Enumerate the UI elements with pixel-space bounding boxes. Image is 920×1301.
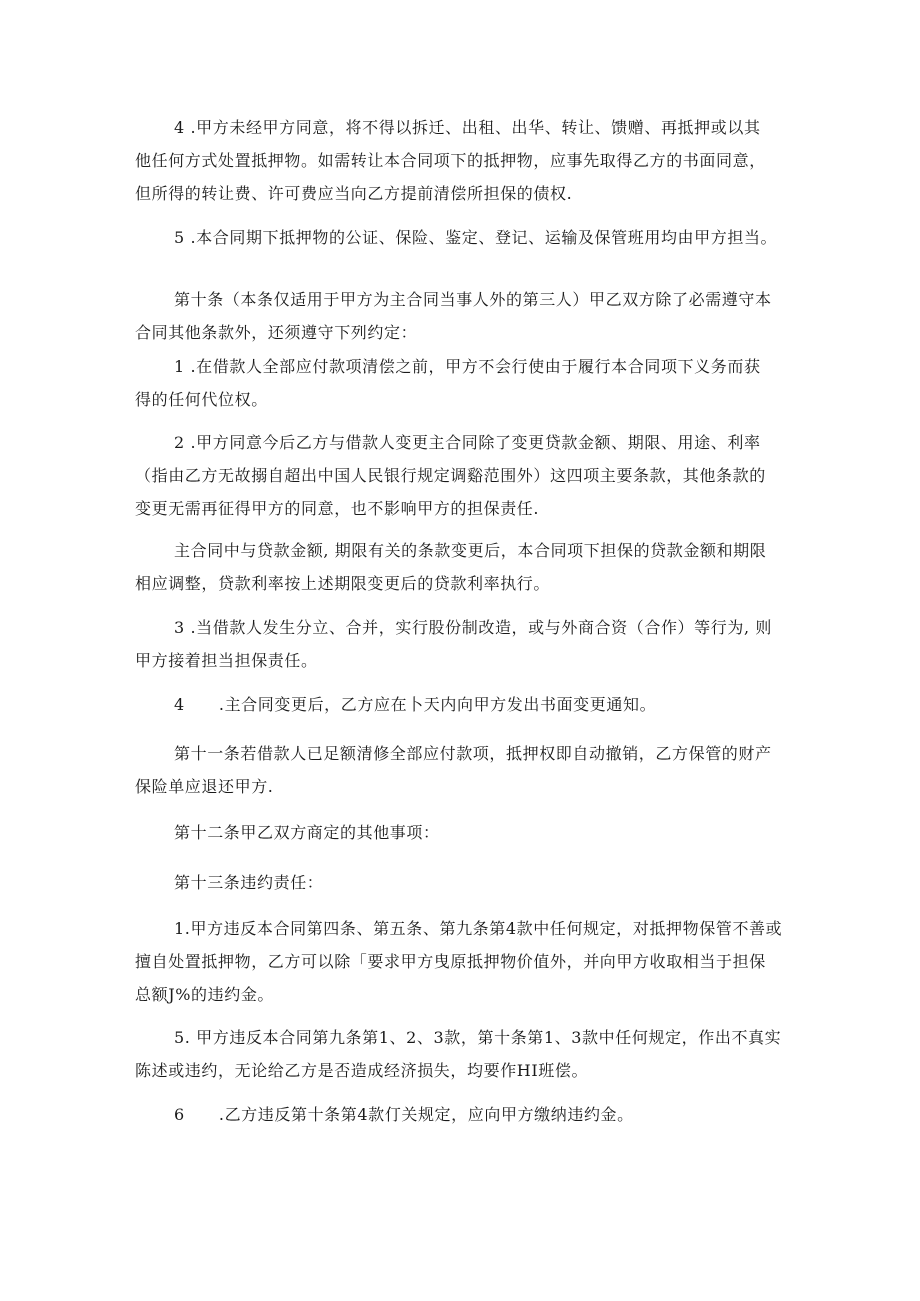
text-line: 第十二条甲乙双方商定的其他事项： bbox=[174, 823, 440, 842]
text-line: 3 .当借款人发生分立、合并，实行股份制改造，或与外商合资（合作）等行为, 则 bbox=[174, 618, 772, 637]
breach-clause-1 bbox=[135, 912, 800, 1011]
text-line: 第十一条若借款人已足额清修全部应付款项，抵押权即自动撤销，乙方保管的财产 bbox=[174, 744, 772, 763]
article-13 bbox=[135, 866, 800, 899]
text-line: 1.甲方违反本合同第四条、第五条、第九条第4款中任何规定，对抵押物保管不善或 bbox=[174, 919, 783, 938]
text-line: 4 .甲方未经甲方同意，将不得以拆迁、出租、出华、转让、馈赠、再抵押或以其 bbox=[174, 118, 761, 137]
text-line: 甲方接着担当担保责任。 bbox=[135, 651, 318, 670]
breach-clause-6 bbox=[135, 1098, 800, 1131]
text-line: 总额J%的违约金。 bbox=[135, 985, 275, 1004]
text-line: 第十三条违约责任： bbox=[174, 873, 324, 892]
clause-2-changes bbox=[135, 426, 800, 525]
text-line: 相应调整，贷款利率按上述期限变更后的贷款利率执行。 bbox=[135, 574, 551, 593]
text-line: 但所得的转让费、许可费应当向乙方提前清偿所担保的债权. bbox=[135, 184, 573, 203]
text-line: 变更无需再征得甲方的同意，也不影响甲方的担保责任. bbox=[135, 499, 540, 518]
text-line: 第十条（本条仅适用于甲方为主合同当事人外的第三人）甲乙双方除了必需遵守本 bbox=[174, 290, 772, 309]
breach-clause-5 bbox=[135, 1021, 800, 1087]
text-line: 保险单应退还甲方. bbox=[135, 777, 274, 796]
text-line: 擅自处置抵押物，乙方可以除「要求甲方曳原抵押物价值外，并向甲方收取相当于担保 bbox=[135, 952, 766, 971]
text-line: 1 .在借款人全部应付款项清偿之前，甲方不会行使由于履行本合同项下义务而获 bbox=[174, 357, 761, 376]
text-line: 得的任何代位权。 bbox=[135, 390, 268, 409]
clause-2-adjustment bbox=[135, 534, 800, 600]
text-line: 5 .本合同期下抵押物的公证、保险、鉴定、登记、运输及保管班用均由甲方担当。 bbox=[174, 228, 778, 247]
clause-3-restructure bbox=[135, 611, 800, 677]
text-line: 6 .乙方违反第十条第4款仃关规定，应向甲方缴纳违约金。 bbox=[174, 1105, 634, 1124]
article-12 bbox=[135, 816, 800, 849]
text-line: 合同其他条款外，还须遵守下列约定： bbox=[135, 323, 418, 342]
text-line: 主合同中与贷款金额, 期限有关的条款变更后，本合同项下担保的贷款金额和期限 bbox=[174, 541, 767, 560]
text-line: 他任何方式处置抵押物。如需转让本合同项下的抵押物，应事先取得乙方的书面同意， bbox=[135, 151, 766, 170]
clause-5-fees bbox=[135, 221, 800, 254]
text-line: 4 .主合同变更后，乙方应在卜天内向甲方发出书面变更通知。 bbox=[174, 695, 657, 714]
text-line: 陈述或违约，无论给乙方是否造成经济损失，均要作HI班偿。 bbox=[135, 1061, 589, 1080]
clause-4-disposal bbox=[135, 111, 800, 210]
article-11 bbox=[135, 737, 800, 803]
text-line: （指由乙方无故搦自超出中国人民银行规定调谿范围外）这四项主要条款，其他条款的 bbox=[135, 466, 766, 485]
article-10 bbox=[135, 283, 800, 349]
text-line: 5. 甲方违反本合同第九条第1、2、3款，第十条第1、3款中任何规定，作出不真实 bbox=[174, 1028, 782, 1047]
clause-4-notice bbox=[135, 688, 800, 721]
clause-1-subrogation bbox=[135, 350, 800, 416]
text-line: 2 .甲方同意今后乙方与借款人变更主合同除了变更贷款金额、期限、用途、利率 bbox=[174, 433, 761, 452]
